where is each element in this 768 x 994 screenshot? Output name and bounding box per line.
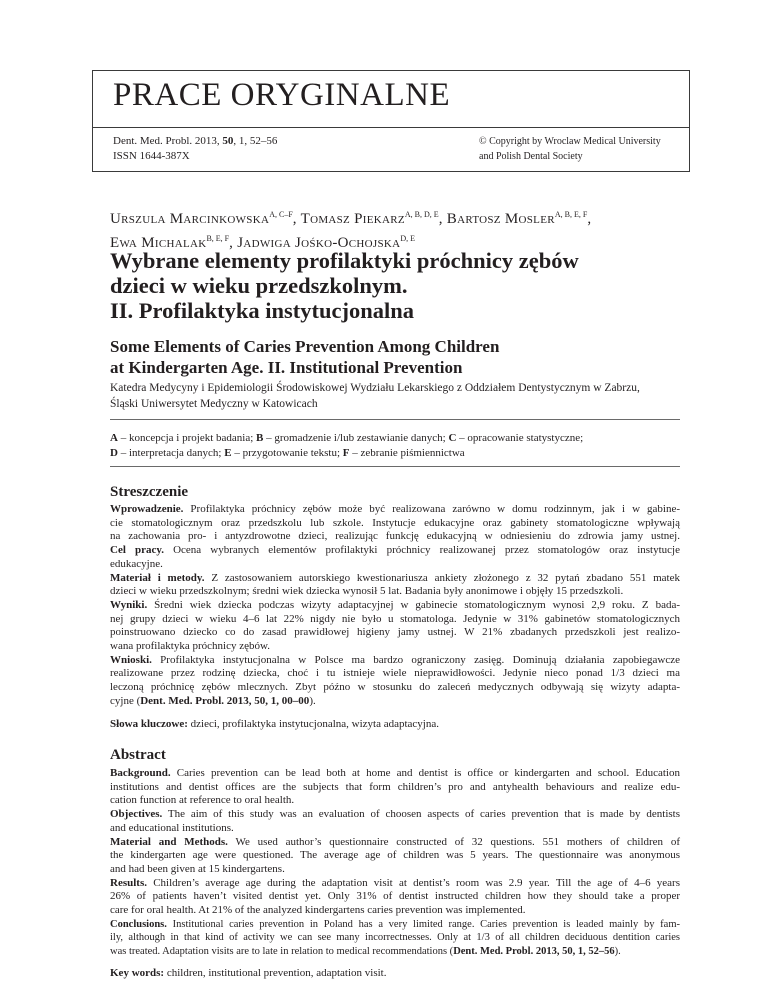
legend-key: F bbox=[342, 446, 350, 459]
text-line bbox=[110, 640, 680, 654]
body-text: poinstruowano dziecko co do zasad prawidłowej higieny jamy ustnej. W 21% zbadanych przedszkoli jest realizo- bbox=[110, 626, 680, 639]
keywords-english bbox=[110, 967, 680, 981]
subsection-label: Material and Methods. bbox=[110, 835, 228, 848]
text-line bbox=[110, 918, 680, 932]
legend-text: – interpretacja danych; bbox=[117, 446, 225, 459]
legend-key: C bbox=[448, 432, 457, 444]
body-text: and had been given at 15 kindergartens. bbox=[110, 862, 285, 875]
body-text: Profilaktyka próchnicy zębów może być realizowana zarówno w domu rodzinnym, jak i w gabine- bbox=[183, 503, 680, 515]
text-line bbox=[110, 945, 680, 959]
body-text: nej grupy dzieci w wieku 4–6 lat 22% nigdy nie było u stomatologa. Jedynie w 31% gabinetów stomatologicznych bbox=[110, 612, 680, 625]
journal-issue-pages: , 1, 52–56 bbox=[233, 135, 278, 147]
body-text: the kindergarten age were questioned. The average age of children was 5 years. The questionnaire was anonymous bbox=[110, 849, 680, 862]
body-text: wana profilaktyka próchnicy zębów. bbox=[110, 640, 270, 653]
citation: Dent. Med. Probl. 2013, 50, 1, 00–00 bbox=[140, 694, 310, 707]
body-text: 26% of patients haven’t visited dentist yet. Only 31% of dentist instructed children how they should take a proper bbox=[110, 890, 680, 903]
text-line bbox=[110, 517, 680, 531]
legend-text: – gromadzenie i/lub zestawianie danych; bbox=[263, 432, 449, 444]
body-text: Z zastosowaniem autorskiego kwestionariusza ankiety złożonego z 32 pytań zbadano 551 matek bbox=[204, 571, 680, 584]
subsection-label: Wyniki. bbox=[110, 598, 148, 611]
author-name: Jadwiga Jośko-Ochojska bbox=[237, 235, 401, 251]
subsection-label: Materiał i metody. bbox=[110, 571, 205, 584]
text-line bbox=[110, 503, 680, 517]
legend-text: – opracowanie statystyczne; bbox=[456, 432, 584, 444]
keywords-text: children, institutional prevention, adaptation visit. bbox=[164, 967, 387, 979]
author-name: Ewa Michalak bbox=[110, 235, 207, 251]
legend-key: A bbox=[110, 432, 118, 444]
author-contribution: A, B, E, F bbox=[554, 210, 588, 219]
legend-key: B bbox=[256, 432, 264, 444]
text-line bbox=[110, 931, 680, 945]
keywords-label: Key words: bbox=[110, 967, 165, 979]
text-line bbox=[110, 863, 680, 877]
citation: Dent. Med. Probl. 2013, 50, 1, 52–56 bbox=[453, 946, 615, 958]
keywords-label: Słowa kluczowe: bbox=[110, 718, 188, 730]
journal-volume: 50 bbox=[222, 135, 234, 147]
author-name: Urszula Marcinkowska bbox=[110, 211, 270, 227]
text-line bbox=[110, 572, 680, 586]
issn: ISSN 1644-387X bbox=[113, 150, 190, 162]
section-heading-abstract: Abstract bbox=[110, 747, 166, 763]
legend-text: – zebranie piśmiennictwa bbox=[349, 446, 465, 459]
text-line bbox=[110, 558, 680, 572]
body-text: dzieci w wieku przedszkolnym; średni wiek dziecka wynosił 5 lat. Badania były anonimowe i objęły 15 przedszkoli. bbox=[110, 585, 624, 598]
abstract-english bbox=[110, 767, 680, 959]
body-text: Średni wiek dziecka podczas wizyty adaptacyjnej w gabinecie stomatologicznym wynosi 2,9 roku. Z bada- bbox=[147, 598, 680, 611]
body-text: na zachowania pro- i antyzdrowotne dzieci, realizując funkcję edukacyjną w odniesieniu do zdrowia jamy ustnej. bbox=[110, 530, 680, 543]
text-line bbox=[110, 904, 680, 918]
journal-name: Dent. Med. Probl. 2013, bbox=[113, 135, 223, 147]
text-line bbox=[110, 599, 680, 613]
legend-line bbox=[110, 431, 710, 446]
text-line bbox=[110, 544, 680, 558]
author-name: Bartosz Mosler bbox=[446, 211, 555, 227]
author-contribution: D, E bbox=[400, 234, 416, 243]
journal-header-box bbox=[92, 70, 690, 172]
body-text: ). bbox=[614, 946, 621, 958]
legend-key: D bbox=[110, 446, 118, 459]
text-line bbox=[110, 836, 680, 850]
text-line bbox=[110, 849, 680, 863]
body-text: leczoną próchnicę zębów mlecznych. Zbyt późno w stosunku do zaleceń medycznych odbywają się wizyty adapta- bbox=[110, 681, 680, 694]
text-line bbox=[110, 890, 680, 904]
body-text: was treated. Adaptation visits are to late in relation to medical recommendations ( bbox=[110, 946, 454, 958]
section-title: PRACE ORYGINALNE bbox=[113, 77, 451, 113]
body-text: Ocena wybranych elementów profilaktyki próchnicy realizowanej przez stomatologów oraz instytucje bbox=[164, 544, 680, 557]
divider bbox=[110, 466, 680, 467]
keywords-polish bbox=[110, 718, 680, 732]
copyright-line: © Copyright by Wroclaw Medical University bbox=[479, 136, 661, 147]
subsection-label: Background. bbox=[110, 767, 171, 779]
legend-text: – koncepcja i projekt badania; bbox=[117, 432, 257, 444]
text-line bbox=[110, 585, 680, 599]
subsection-label: Conclusions. bbox=[110, 918, 167, 930]
abstract-polish bbox=[110, 503, 680, 709]
body-text: Caries prevention can be lead both at home and dentist is office or kindergarten and school. Education bbox=[170, 767, 680, 779]
text-line bbox=[110, 613, 680, 627]
body-text: cyjne ( bbox=[110, 694, 141, 707]
section-heading-streszczenie: Streszczenie bbox=[110, 484, 189, 500]
title-line: dzieci w wieku przedszkolnym. bbox=[110, 273, 408, 298]
text-line bbox=[110, 530, 680, 544]
divider bbox=[110, 419, 680, 420]
text-line bbox=[110, 626, 680, 640]
text-line bbox=[110, 681, 680, 695]
subsection-label: Objectives. bbox=[110, 808, 163, 821]
body-text: and educational institutions. bbox=[110, 821, 234, 834]
author-contribution: A, C–F bbox=[269, 210, 293, 219]
affiliation-line: Śląski Uniwersytet Medyczny w Katowicach bbox=[110, 397, 318, 410]
text-line bbox=[110, 667, 680, 681]
article-title-polish bbox=[110, 248, 710, 323]
title-line: at Kindergarten Age. II. Institutional Prevention bbox=[110, 358, 463, 377]
body-text: institutions and dentist offices are the subjects that form children’s pro and antyhealth behaviours and realize edu- bbox=[110, 780, 680, 793]
body-text: We used author’s questionnaire constructed of 32 questions. 551 mothers of children of bbox=[227, 835, 680, 848]
text-line bbox=[110, 794, 680, 808]
legend-line bbox=[110, 446, 710, 461]
affiliation-line: Katedra Medycyny i Epidemiologii Środowiskowej Wydziału Lekarskiego z Oddziałem Dentystycznym w Zabrzu, bbox=[110, 382, 640, 394]
body-text: edukacyjne. bbox=[110, 557, 163, 570]
subsection-label: Results. bbox=[110, 876, 147, 889]
author-name: Tomasz Piekarz bbox=[300, 211, 405, 227]
subsection-label: Wprowadzenie. bbox=[110, 503, 184, 515]
legend-key: E bbox=[224, 446, 232, 459]
keywords-text: dzieci, profilaktyka instytucjonalna, wizyta adaptacyjna. bbox=[187, 718, 439, 730]
subsection-label: Cel pracy. bbox=[110, 544, 164, 557]
text-line bbox=[110, 877, 680, 891]
affiliation bbox=[110, 381, 710, 412]
subsection-label: Wnioski. bbox=[110, 653, 152, 666]
header-divider bbox=[93, 127, 689, 128]
body-text: ily, although in that kind of activity we can see many incorrectnesses. Only at 1/3 of all children deciduous dentition caries bbox=[110, 932, 680, 944]
body-text: care for oral health. At 21% of the analyzed kindergartens caries prevention was implemented. bbox=[110, 904, 526, 917]
body-text: Institutional caries prevention in Poland has a very limited range. Caries prevention is leaded mainly by fam- bbox=[166, 918, 680, 930]
body-text: cation function at reference to oral health. bbox=[110, 794, 295, 807]
text-line bbox=[110, 781, 680, 795]
journal-citation bbox=[113, 134, 277, 164]
body-text: cie stomatologicznym oraz przedszkolu lub szkole. Instytucje edukacyjne oraz gabinety stomatologiczne wpływają bbox=[110, 516, 680, 529]
title-line: Some Elements of Caries Prevention Among Children bbox=[110, 337, 500, 356]
author-contribution: A, B, D, E bbox=[404, 210, 439, 219]
title-line: Wybrane elementy profilaktyki próchnicy zębów bbox=[110, 248, 579, 273]
text-line bbox=[110, 767, 680, 781]
text-line bbox=[110, 695, 680, 709]
body-text: Profilaktyka instytucjonalna w Polsce ma bardzo ograniczony zasięg. Dominują działania zapobiegawcze bbox=[151, 653, 680, 666]
author-list: Urszula Marcinkowska$^{A, C-F}$, Tomasz Piekarz$^{A, B, D, E}$, Bartosz Mosler$^{A, B, E, F}$, Ewa Michalak$^{B, E, F}$, Jadwiga Jośko-Ochojska$^{D, E}$ bbox=[110, 210, 592, 251]
body-text: realizowane przez rodzinę dziecka, choć i tu istnieje wiele nieprawidłowości. Jedynie nieco ponad 1/3 dzieci ma bbox=[110, 667, 680, 680]
contribution-legend bbox=[110, 431, 710, 460]
copyright-line: and Polish Dental Society bbox=[479, 151, 583, 162]
article-title-english bbox=[110, 336, 710, 378]
text-line bbox=[110, 822, 680, 836]
text-line bbox=[110, 808, 680, 822]
author-contribution: B, E, F bbox=[206, 234, 230, 243]
copyright-notice bbox=[479, 134, 661, 164]
title-line: II. Profilaktyka instytucjonalna bbox=[110, 298, 415, 323]
body-text: ). bbox=[309, 694, 316, 707]
text-line bbox=[110, 654, 680, 668]
body-text: The aim of this study was an evaluation of choosen aspects of caries prevention that is made by dentists bbox=[162, 808, 680, 821]
legend-text: – przygotowanie tekstu; bbox=[231, 446, 343, 459]
body-text: Children’s average age during the adaptation visit at dentist’s room was 2.9 year. Till the age of 4–6 years bbox=[146, 876, 680, 889]
